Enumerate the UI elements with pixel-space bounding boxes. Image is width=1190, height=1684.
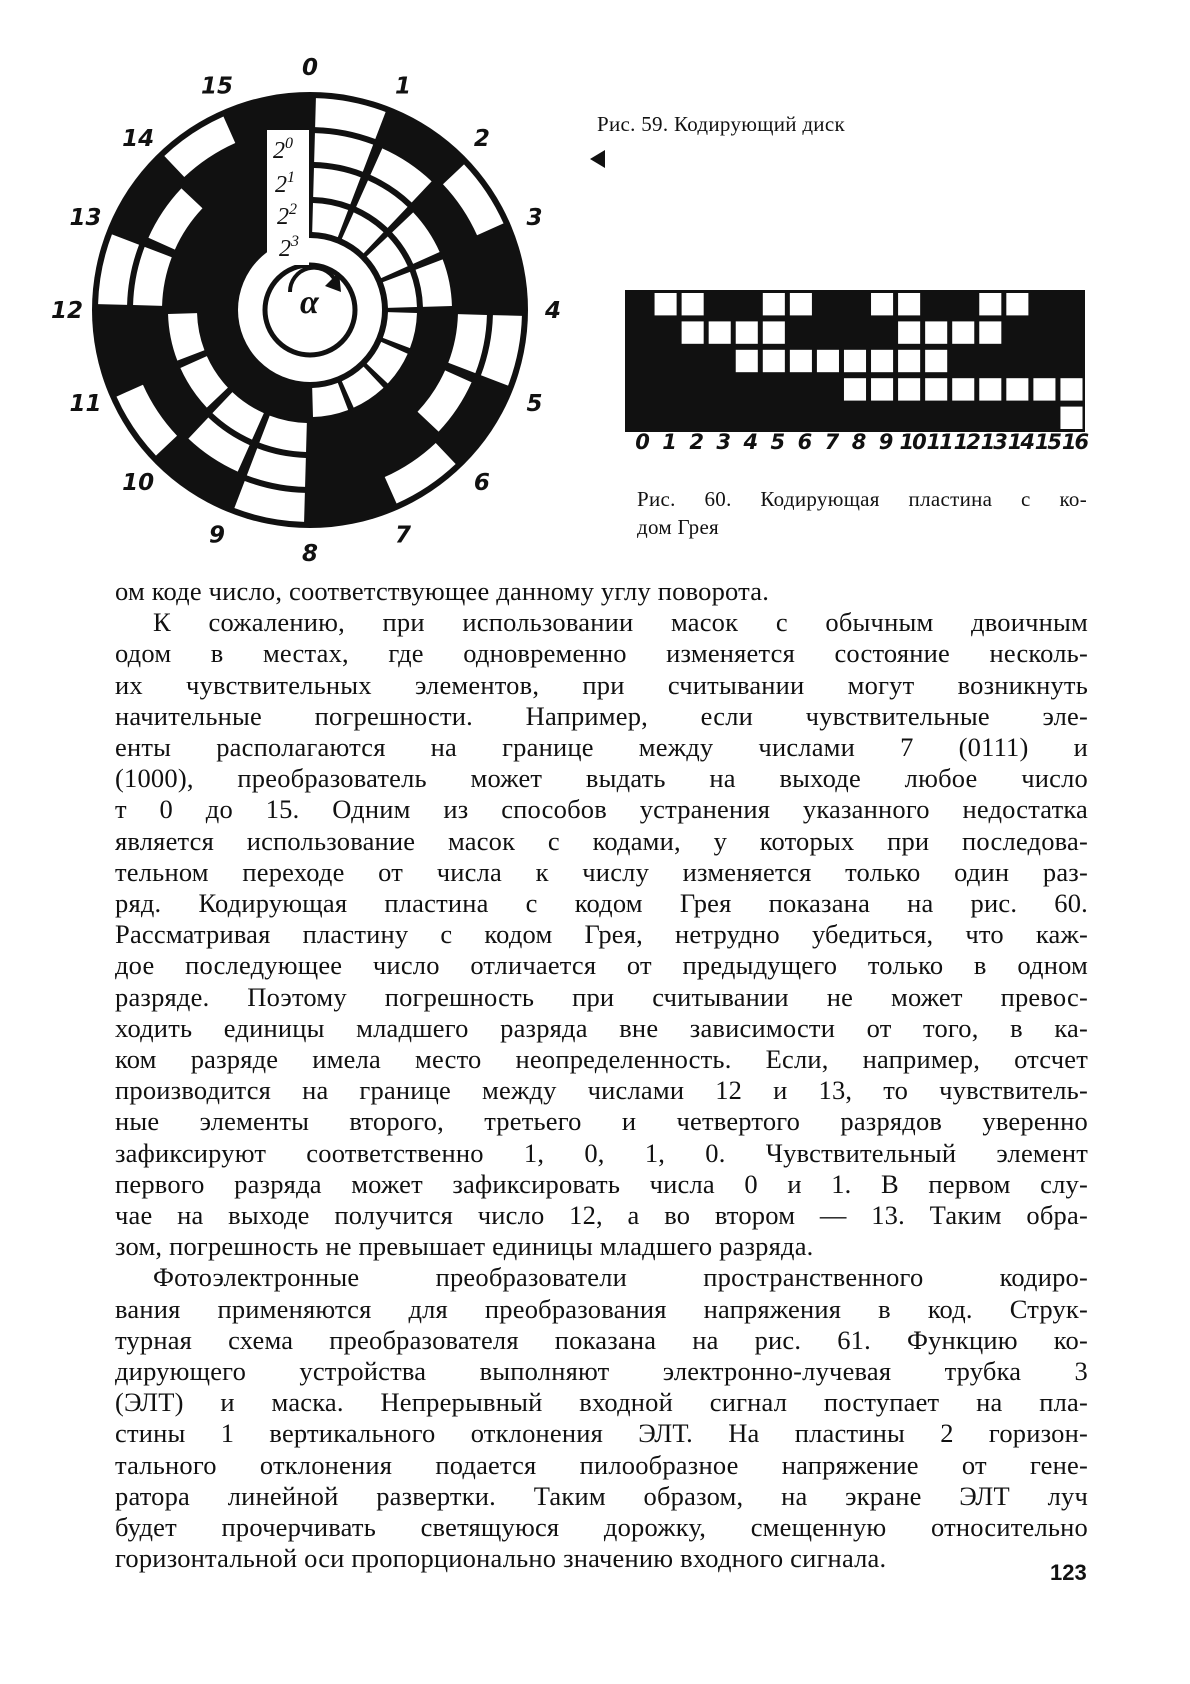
text-line: первого разряда может зафиксировать числа 0 и 1. В первом слу- <box>115 1168 1088 1199</box>
plate-cell <box>925 378 947 400</box>
text-line: тального отклонения подается пилообразное напряжение от гене- <box>115 1449 1088 1480</box>
plate-cell <box>682 293 704 315</box>
bit-weight-exponent: 1 <box>287 169 295 186</box>
text-line: дирующего устройства выполняют электронно-лучевая трубка 3 <box>115 1356 1088 1387</box>
text-line: ные элементы второго, третьего и четвертого разрядов уверенно <box>115 1106 1088 1137</box>
paragraph-2 <box>115 607 1088 1262</box>
text-line: вания применяются для преобразования напряжения в код. Струк- <box>115 1293 1088 1324</box>
sector-label: 10 <box>122 469 155 496</box>
paragraph-1 <box>115 576 1088 607</box>
plate-cell <box>790 350 812 372</box>
plate-cell <box>763 293 785 315</box>
text-line: разряде. Поэтому погрешность при считывании не может превос- <box>115 981 1088 1012</box>
plate-cell <box>898 350 920 372</box>
sector-label: 2 <box>473 126 490 153</box>
text-line: производится на границе между числами 12 и 13, то чувствитель- <box>115 1075 1088 1106</box>
plate-cell <box>763 350 785 372</box>
plate-cell <box>1060 378 1082 400</box>
plate-cell <box>898 293 920 315</box>
plate-number: 9 <box>878 430 892 454</box>
plate-cell <box>1060 407 1082 429</box>
text-line: ряд. Кодирующая пластина с кодом Грея показана на рис. 60. <box>115 888 1088 919</box>
plate-number: 11 <box>926 430 952 454</box>
text-line: стины 1 вертикального отклонения ЭЛТ. На пластины 2 горизон- <box>115 1418 1088 1449</box>
text-line: начительные погрешности. Например, если чувствительные эле- <box>115 700 1088 731</box>
plate-number: 13 <box>980 430 1006 454</box>
plate-number: 3 <box>716 430 730 454</box>
plate-number: 5 <box>770 430 784 454</box>
plate-cell <box>1006 293 1028 315</box>
bit-weight-exponent: 0 <box>285 135 293 152</box>
gray-code-plate-figure <box>625 290 1085 432</box>
sector-label: 0 <box>301 55 319 81</box>
plate-number: 0 <box>635 430 648 454</box>
plate-cell <box>682 321 704 343</box>
plate-number: 16 <box>1061 430 1088 454</box>
plate-cell <box>1006 378 1028 400</box>
left-arrow-icon <box>590 150 605 168</box>
text-line: турная схема преобразователя показана на рис. 61. Функцию ко- <box>115 1324 1088 1355</box>
plate-number: 7 <box>824 430 838 454</box>
bit-weight-exponent: 2 <box>289 201 297 218</box>
plate-cell <box>952 378 974 400</box>
sector-label: 13 <box>69 205 102 232</box>
text-line: (1000), преобразователь может выдать на выходе любое число <box>115 763 1088 794</box>
plate-cell <box>898 321 920 343</box>
text-line: Рассматривая пластину с кодом Грея, нетрудно убедиться, что каж- <box>115 919 1088 950</box>
plate-number: 8 <box>851 430 865 454</box>
plate-cell <box>1033 378 1055 400</box>
coding-disk-figure <box>50 55 565 567</box>
plate-number: 12 <box>953 430 979 454</box>
text-line: ходить единицы младшего разряда вне зависимости от того, в ка- <box>115 1012 1088 1043</box>
sector-label: 12 <box>50 298 84 324</box>
plate-cell <box>979 321 1001 343</box>
sector-label: 14 <box>122 126 155 153</box>
text-line: дое последующее число отличается от предыдущего только в одном <box>115 950 1088 981</box>
text-line: зом, погрешность не превышает единицы младшего разряда. <box>115 1231 814 1262</box>
plate-cell <box>763 321 785 343</box>
plate-cell <box>871 350 893 372</box>
plate-cell <box>736 321 758 343</box>
text-line: чае на выходе получится число 12, а во втором — 13. Таким обра- <box>115 1200 1088 1231</box>
text-line: К сожалению, при использовании масок с обычным двоичным <box>153 607 1088 638</box>
plate-cell <box>844 378 866 400</box>
plate-cell <box>844 350 866 372</box>
text-line: ком разряде имела место неопределенность. Если, например, отсчет <box>115 1044 1088 1075</box>
sector-label: 4 <box>544 298 562 324</box>
sector-label: 6 <box>473 469 490 496</box>
bit-weight-base: 2 <box>277 204 289 230</box>
figure-60-caption-line-1: Рис. 60. Кодирующая пластина с ко- <box>637 487 1087 511</box>
text-line: одом в местах, где одновременно изменяется состояние несколь- <box>115 638 1088 669</box>
body-text <box>115 576 1088 1575</box>
text-line: является использование масок с кодами, у которых при последова- <box>115 825 1088 856</box>
plate-cell <box>655 293 677 315</box>
plate-number: 2 <box>689 430 702 454</box>
plate-cell <box>790 293 812 315</box>
text-line: (ЭЛТ) и маска. Непрерывный входной сигнал поступает на пла- <box>115 1387 1088 1418</box>
plate-number: 10 <box>899 430 925 454</box>
page-number: 123 <box>1050 1560 1087 1585</box>
plate-cell <box>925 350 947 372</box>
plate-cell <box>898 378 920 400</box>
text-line: их чувствительных элементов, при считывании могут возникнуть <box>115 669 1088 700</box>
plate-number: 1 <box>662 430 675 454</box>
angle-symbol: α <box>300 284 319 321</box>
plate-cell <box>925 321 947 343</box>
sector-label: 15 <box>201 73 234 100</box>
bit-weight-base: 2 <box>275 172 287 198</box>
text-line: енты располагаются на границе между числами 7 (0111) и <box>115 732 1088 763</box>
sector-label: 8 <box>301 541 319 567</box>
text-line: зафиксируют соответственно 1, 0, 1, 0. Чувствительный элемент <box>115 1137 1088 1168</box>
text-line: Фотоэлектронные преобразователи пространственного кодиро- <box>153 1262 1088 1293</box>
sector-label: 3 <box>526 205 543 232</box>
plate-cell <box>817 350 839 372</box>
sector-label: 11 <box>69 390 102 417</box>
plate-cell <box>709 321 731 343</box>
plate-number: 15 <box>1034 430 1061 454</box>
text-line: горизонтальной оси пропорционально значению входного сигнала. <box>115 1543 887 1574</box>
plate-number: 14 <box>1007 430 1033 454</box>
text-line: тельном переходе от числа к числу изменяется только один раз- <box>115 856 1088 887</box>
sector-label: 5 <box>526 390 543 417</box>
plate-cell <box>979 293 1001 315</box>
plate-number-scale <box>628 430 1088 462</box>
plate-number: 4 <box>743 430 757 454</box>
text-line: ратора линейной развертки. Таким образом, на экране ЭЛТ луч <box>115 1480 1088 1511</box>
plate-cell <box>736 350 758 372</box>
figure-60-caption <box>637 485 1087 541</box>
bit-weight-exponent: 3 <box>291 233 299 250</box>
bit-weight-base: 2 <box>273 138 285 164</box>
text-line: будет прочерчивать светящуюся дорожку, смещенную относительно <box>115 1512 1088 1543</box>
paragraph-3 <box>115 1262 1088 1574</box>
figure-59-caption: Рис. 59. Кодирующий диск <box>597 112 845 136</box>
sector-label: 7 <box>394 522 411 549</box>
text-line: т 0 до 15. Одним из способов устранения указанного недостатка <box>115 794 1088 825</box>
plate-cell <box>871 293 893 315</box>
bit-weight-base: 2 <box>279 236 291 262</box>
plate-cell <box>871 378 893 400</box>
plate-cell <box>979 378 1001 400</box>
text-line: ом коде число, соответствующее данному углу поворота. <box>115 576 770 606</box>
plate-cell <box>952 321 974 343</box>
sector-label: 9 <box>209 522 226 549</box>
plate-number: 6 <box>797 430 811 454</box>
figure-60-caption-line-2: дом Грея <box>637 515 720 539</box>
sector-label: 1 <box>394 73 411 100</box>
